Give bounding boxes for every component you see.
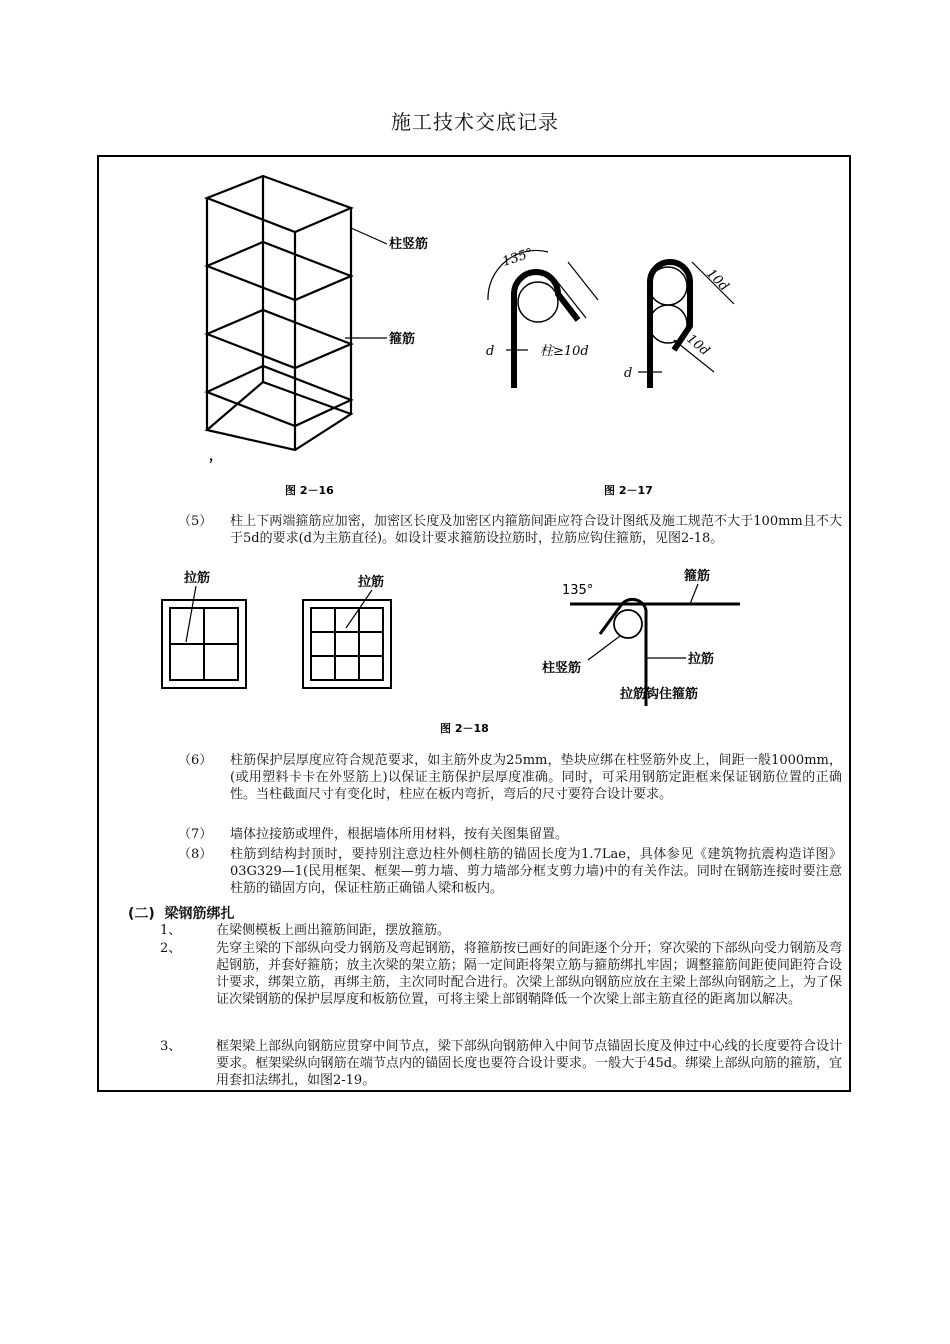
paragraph-7-number: （7） [178,827,213,842]
label-stirrup: 箍筋 [389,332,416,347]
item-3-number: 3、 [160,1039,182,1054]
angle-label: 135° [562,583,594,598]
hook-left [514,272,578,388]
vertical-bar-label: 柱竖筋 [542,661,582,676]
vertical-bar-circle [614,610,642,638]
item-1-text: 在梁侧模板上画出箍筋间距，摆放箍筋。 [216,923,451,938]
d-label-right: d [624,366,633,381]
d-label-left: d [486,344,495,359]
stirrup-2 [207,242,351,300]
paragraph-5-text: 柱上下两端箍筋应加密，加密区长度及加密区内箍筋间距应符合设计图纸及施工规范不大于100mm且不大于5d的要求(d为主筋直径)。如设计要求箍筋设拉筋时，拉筋应钩住箍筋，见图2-18。 [230,514,842,546]
stirrup-label: 箍筋 [684,569,711,584]
figure-2-18 [150,566,750,742]
stirrup-leader [690,584,698,604]
stirrup-4 [207,366,351,426]
paragraph-8-text: 柱筋到结构封顶时，要持别注意边柱外侧柱筋的锚固长度为1.7Lae，具体参见《建筑物抗震构造详图》03G329—1(民用框架、框架—剪力墙、剪力墙部分框支剪力墙)中的有关作法。同时在钢筋连接时要注意柱筋的锚固方向，保证柱筋正确锚人梁和板内。 [230,847,842,896]
caption-2-18: 图 2－18 [440,722,489,735]
section-2-outer [303,600,391,688]
page-title: 施工技术交底记录 [391,110,559,134]
dim-left-2 [568,262,598,300]
item-2-number: 2、 [160,941,182,956]
label-vertical-bar: 柱竖筋 [389,237,429,252]
section-2-heading: (二) 梁钢筋绑扎 [128,906,235,922]
vertical-bar-leader [588,636,620,660]
figure-2-17 [478,222,778,502]
section-1-leader [186,586,196,642]
paragraph-5-number: （5） [178,514,213,529]
rule-label: 柱≥10d [540,344,589,359]
figure-2-16 [195,168,455,498]
item-3-text: 框架梁上部纵向钢筋应贯穿中间节点，梁下部纵向钢筋伸入中间节点锚固长度及伸过中心线的长度要符合设计要求。框架梁纵向钢筋在端节点内的锚固长度也要符合设计要求。一般大于45d。绑梁上部纵向筋的箍筋，宜用套扣法绑扎，如图2-19。 [216,1039,842,1088]
item-1-number: 1、 [160,923,182,938]
paragraph-6-text: 柱筋保护层厚度应符合规范要求，如主筋外皮为25mm，垫块应绑在柱竖筋外皮上，间距一般1000mm，(或用塑料卡卡在外竖筋上)以保证主筋保护层厚度准确。同时，可采用钢筋定距框来保证钢筋位置的正确性。当柱截面尺寸有变化时，柱应在板内弯折，弯后的尺寸要符合设计要求。 [230,753,842,802]
tie-label-1: 拉筋 [184,571,211,586]
stirrup-3 [207,310,351,368]
paragraph-7-text: 墙体拉接筋或埋件，根据墙体所用材料，按有关图集留置。 [230,827,569,842]
paragraph-6-number: （6） [178,753,213,768]
stirrup-1 [207,176,351,232]
leader-vertical [351,228,387,244]
hook-right [650,262,690,388]
section-2-stirrup [311,608,383,680]
caption-2-17: 图 2－17 [604,484,653,497]
len-label-bottom: 10d [683,331,713,360]
bar-circle-left [518,282,558,322]
tie-label-2: 拉筋 [358,575,385,590]
tick-mark: ， [209,449,223,464]
tie-label-3: 拉筋 [688,652,715,667]
item-2-text: 先穿主梁的下部纵向受力钢筋及弯起钢筋，将箍筋按已画好的间距逐个分开；穿次梁的下部纵向受力钢筋及弯起钢筋，并套好箍筋；放主次梁的架立筋；隔一定间距将架立筋与箍筋绑扎牢固；调整箍筋间距使间距符合设计要求，绑架立筋，再绑主筋，主次同时配合进行。次梁上部纵向钢筋应放在主梁上部纵向钢筋之上，为了保证次梁钢筋的保护层厚度和板筋位置，可将主梁上部钢鞘降低一个次梁上部主筋直径的距离加以解决。 [216,941,842,1007]
len-label-top: 10d [703,266,732,295]
caption-2-16: 图 2－16 [285,484,334,497]
paragraph-8-number: （8） [178,847,213,862]
angle-label-left: 135° [500,245,536,270]
hook-caption: 拉筋钩住箍筋 [620,687,699,702]
